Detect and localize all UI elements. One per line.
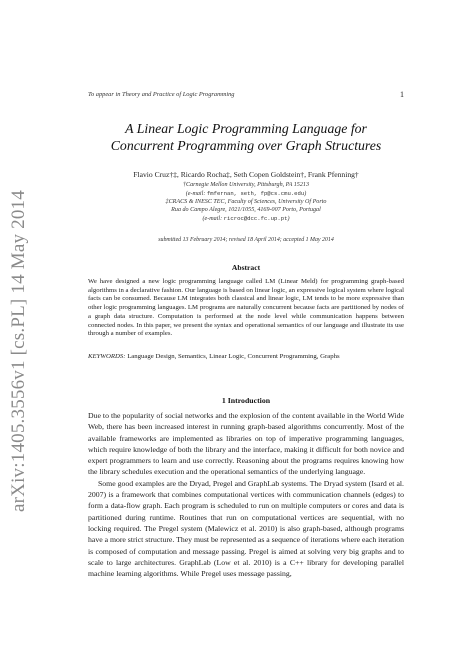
affiliation-2-name: ‡CRACS & INESC TEC, Faculty of Sciences, University Of Porto [165, 199, 327, 205]
keywords [88, 353, 404, 362]
author-list: Flavio Cruz†‡, Ricardo Rocha‡, Seth Copen Goldstein†, Frank Pfenning† [133, 170, 359, 179]
title-line-2: Concurrent Programming over Graph Structures [110, 138, 382, 153]
paragraph: Due to the popularity of social networks and the explosion of the content available in the World Wide Web, there has been increased interest in running graph-based algorithms concurrently. Most of the available frameworks are implemented as libraries on top of imperative programming languages, which require knowledge of both the library and the interface, making it difficult for both novice and expert programmers to learn and use correctly. Reasoning about the programs requires knowing how the library schedules execution and the operational semantics of the underlying language. [88, 411, 404, 477]
email-close: ) [304, 191, 307, 197]
abstract-heading: Abstract [231, 263, 261, 272]
arxiv-identifier-stamp: arXiv:1405.3556v1 [cs.PL] 14 May 2014 [8, 190, 29, 512]
section-heading: 1 Introduction [221, 396, 271, 405]
email-address: ricroc@dcc.fc.up.pt [223, 215, 288, 222]
page-number: 1 [400, 90, 404, 99]
introduction-body [88, 410, 404, 579]
keywords-list: Language Design, Semantics, Linear Logic, Concurrent Programming, Graphs [125, 353, 340, 360]
submission-dates: submitted 13 February 2014; revised 18 April 2014; accepted 1 May 2014 [158, 237, 334, 243]
paragraph: Some good examples are the Dryad, Pregel and GraphLab systems. The Dryad system (Isard et al. 2007) is a framework that combines computational vertices with communication channels (edges) to form a data-flow graph. Each program is scheduled to run on multiple computers or cores and data is partitioned during runtime. Routines that run on computational vertices are sequential, with no locking required. The Pregel system (Malewicz et al. 2010) is also graph-based, although programs have a more strict structure. They must be represented as a sequence of iterations where each iteration is composed of computation and message passing. Pregel is aimed at solving very big graphs and to scale to large architectures. GraphLab (Low et al. 2010) is a C++ library for developing parallel machine learning algorithms. While Pregel uses message passing, [88, 478, 404, 579]
affiliation-1-name: †Carnegie Mellon University, Pittsburgh, PA 15213 [183, 182, 309, 188]
title-line-1: A Linear Logic Programming Language for [125, 121, 367, 136]
paper-page [88, 0, 404, 670]
email-address: fmfernan, seth, fp@cs.cmu.edu [206, 190, 305, 197]
running-head: To appear in Theory and Practice of Logic Programming [88, 91, 235, 98]
paper-title [88, 120, 404, 154]
email-close: ) [287, 216, 290, 222]
affiliation-2-address: Rua do Campo Alegre, 1021/1055, 4169-007 Porto, Portugal [171, 207, 321, 213]
affiliation-1-email [88, 190, 404, 199]
email-label: (e-mail: [202, 216, 224, 222]
abstract-text: We have designed a new logic programming language called LM (Linear Meld) for programming graph-based algorithms in a declarative fashion. Our language is based on linear logic, an expressive logical system where logical facts can be consumed. Because LM integrates both classical and linear logic, LM tends to be more expressive than other logic programming languages. LM programs are naturally concurrent because facts are partitioned by nodes of a graph data structure. Computation is performed at the node level while communication happens between connected nodes. In this paper, we present the syntax and operational semantics of our language and illustrate its use through a number of examples. [88, 278, 404, 338]
keywords-label: KEYWORDS: [88, 353, 126, 360]
affiliation-2-email [88, 215, 404, 224]
email-label: (e-mail: [185, 191, 207, 197]
